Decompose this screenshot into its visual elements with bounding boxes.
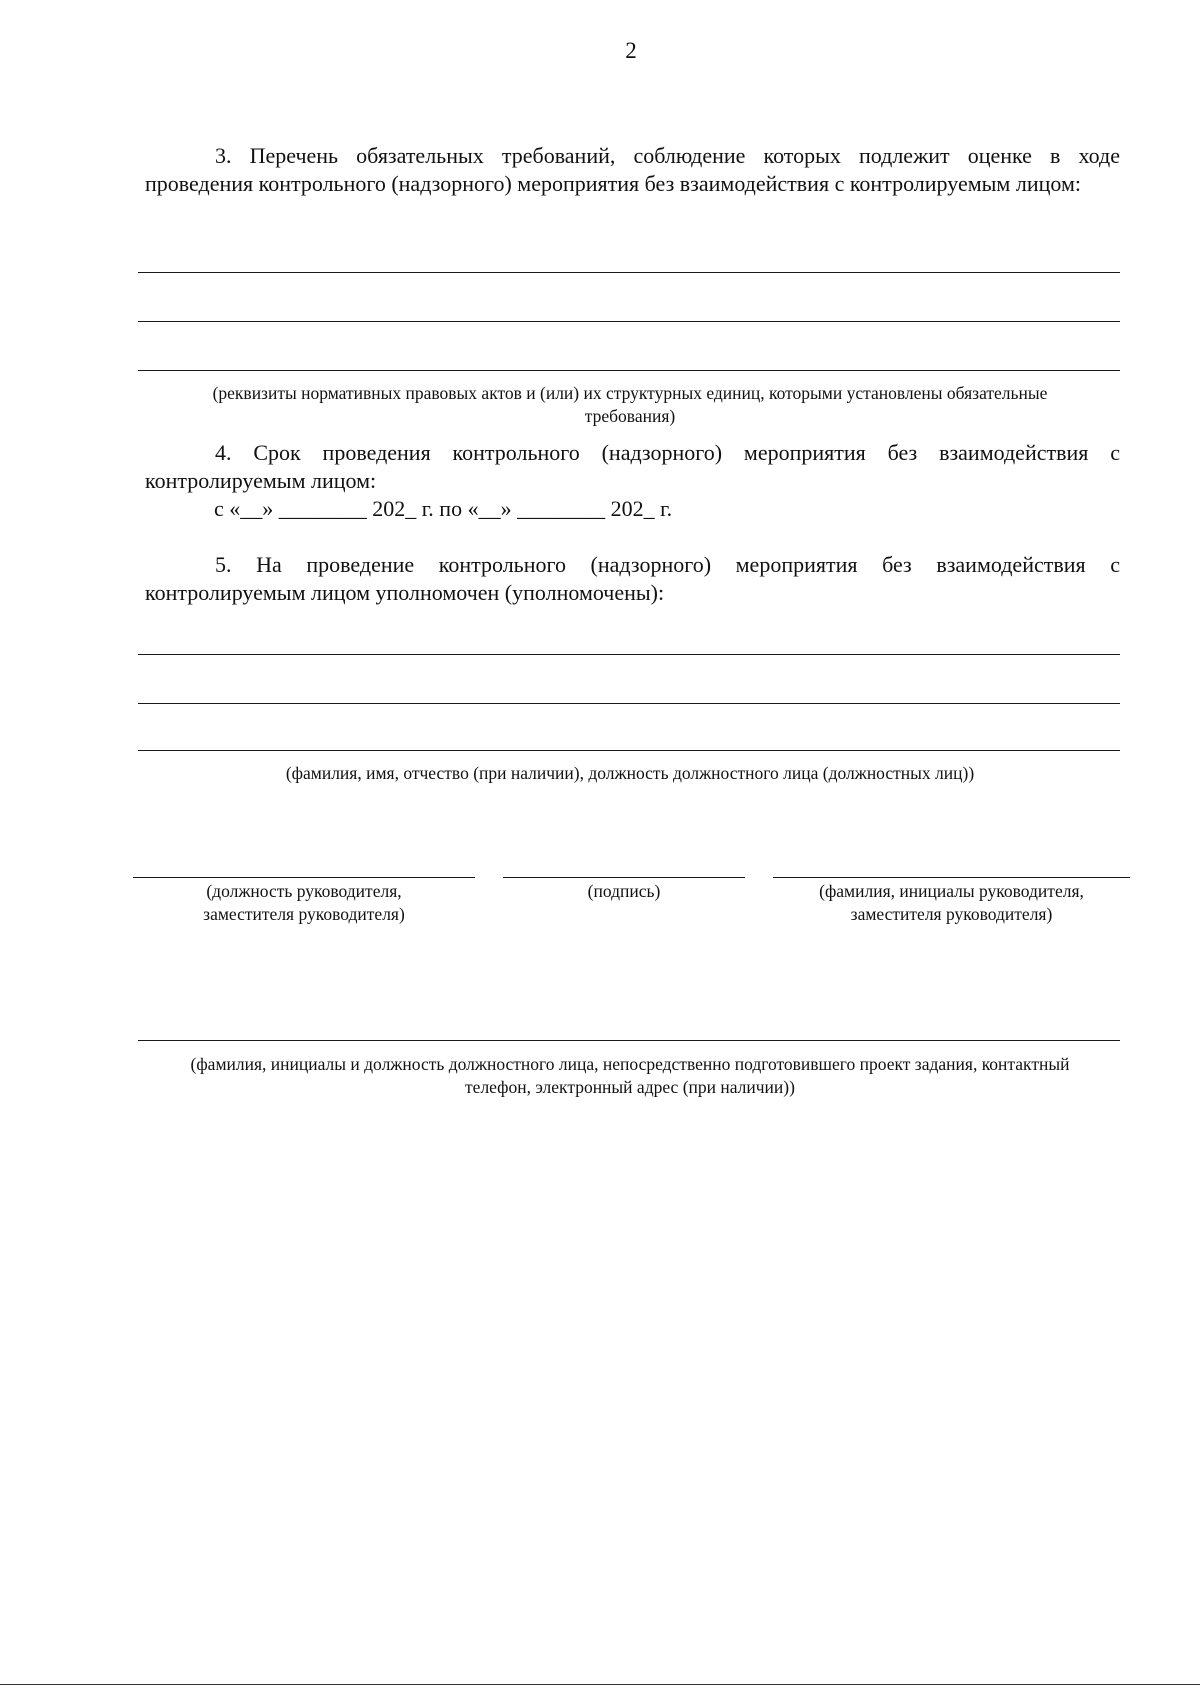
position-signature-line [133,877,475,878]
preparer-caption: (фамилия, инициалы и должность должностного лица, непосредственно подготовившего проект задания, контактный телефон, электронный адрес (при наличии)) [190,1054,1070,1097]
name-signature-line [773,877,1130,878]
section-4-paragraph [145,439,1120,495]
section-5-blank-line-3 [138,750,1120,751]
section-5-caption: (фамилия, имя, отчество (при наличии), должность должностного лица (должностных лиц)) [285,763,975,783]
section-5-paragraph [145,551,1120,607]
section-3-blank-line-1 [138,272,1120,273]
position-caption: (должность руководителя, заместителя руководителя) [203,881,405,924]
section-3-text: 3. Перечень обязательных требований, соблюдение которых подлежит оценке в ходе проведения контрольного (надзорного) мероприятия без взаимодействия с контролируемым лицом: [145,143,1120,196]
section-5-blank-line-1 [138,654,1120,655]
date-range-line: с «__» ________ 202_ г. по «__» ________ 202_ г. [214,496,673,521]
signature-line [503,877,745,878]
page-bottom-edge [0,1684,1200,1685]
section-3-blank-line-3 [138,370,1120,371]
page-number: 2 [625,38,637,63]
preparer-line [138,1040,1120,1041]
section-5-blank-line-2 [138,703,1120,704]
signature-caption: (подпись) [587,881,661,901]
section-4-text: 4. Срок проведения контрольного (надзорного) мероприятия без взаимодействия с контролируемым лицом: [145,440,1120,493]
section-5-text: 5. На проведение контрольного (надзорного) мероприятия без взаимодействия с контролируемым лицом уполномочен (уполномочены): [145,552,1120,605]
name-caption: (фамилия, инициалы руководителя, заместителя руководителя) [819,881,1084,924]
section-3-paragraph [145,142,1120,198]
section-3-blank-line-2 [138,321,1120,322]
section-3-caption: (реквизиты нормативных правовых актов и (или) их структурных единиц, которыми установлены обязательные требования) [212,383,1048,426]
